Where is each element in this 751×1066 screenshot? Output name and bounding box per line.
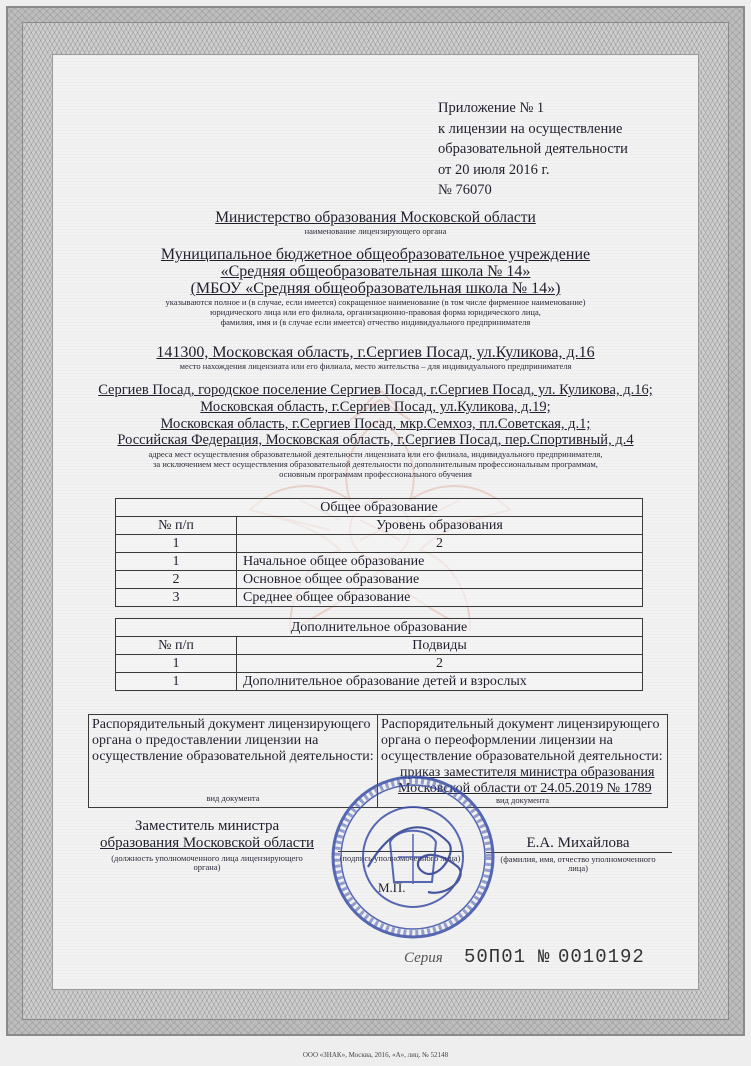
organization-full-name-quoted: «Средняя общеобразовательная школа № 14»	[220, 263, 531, 280]
activity-address-caption: основным программам профессионального обучения	[279, 469, 472, 479]
reissuance-order: приказ заместителя министра образования	[400, 765, 655, 780]
education-level: Среднее общее образование	[237, 589, 643, 607]
table-row	[116, 571, 643, 589]
licensee-location-caption: место нахождения лицензиата или его филиала, место жительства – для индивидуального предпринимателя	[179, 361, 572, 371]
issuance-decision-label: осуществление образовательной деятельности:	[92, 749, 374, 764]
table-column-index-row	[116, 655, 643, 673]
issuance-decision-label: органа о предоставлении лицензии на	[92, 733, 319, 748]
signatory-name: Е.А. Михайлова	[526, 835, 630, 851]
column-index: 1	[116, 655, 237, 673]
appendix-line: образовательной деятельности	[438, 141, 628, 157]
activity-address: Российская Федерация, Московская область, г.Сергиев Посад, пер.Спортивный, д.4	[117, 432, 634, 448]
row-number: 1	[116, 553, 237, 571]
reissuance-decision-label: Распорядительный документ лицензирующего	[381, 717, 660, 732]
reissuance-decision-label: осуществление образовательной деятельности:	[381, 749, 663, 764]
table-title-row	[116, 619, 643, 637]
signatory-name-line	[486, 852, 672, 853]
activity-address-caption: адреса мест осуществления образовательной деятельности лицензиата или его филиала, индивидуального предпринимателя,	[148, 449, 603, 459]
activity-address: Московская область, г.Сергиев Посад, мкр.Семхоз, пл.Советская, д.1;	[160, 416, 591, 432]
signatory-position: образования Московской области	[100, 835, 314, 851]
signatory-name-caption: (фамилия, имя, отчество уполномоченного	[500, 854, 656, 864]
column-index: 2	[237, 535, 643, 553]
organization-full-name: Муниципальное бюджетное общеобразовательное учреждение	[160, 246, 591, 263]
activity-address: Московская область, г.Сергиев Посад, ул.Куликова, д.19;	[200, 399, 551, 415]
reissuance-order-date: Московской области от 24.05.2019 № 1789	[398, 781, 652, 796]
column-header-number: № п/п	[116, 637, 237, 655]
number-sign: №	[538, 946, 550, 968]
appendix-title: Приложение № 1	[438, 100, 545, 116]
table-title: Общее образование	[116, 499, 643, 517]
row-number: 3	[116, 589, 237, 607]
series-code: 50П01	[464, 946, 527, 968]
column-index: 1	[116, 535, 237, 553]
table-header-row	[116, 517, 643, 535]
column-header-level: Уровень образования	[237, 517, 643, 535]
organization-short-name: (МБОУ «Средняя общеобразовательная школа № 14»)	[190, 280, 561, 297]
signatory-position: Заместитель министра	[134, 818, 280, 834]
table-title-row	[116, 499, 643, 517]
column-header-subtype: Подвиды	[237, 637, 643, 655]
licensing-authority-caption: наименование лицензирующего органа	[304, 226, 447, 236]
organization-caption: указываются полное и (в случае, если имеется) сокращенное наименование (в том числе фирменное наименование)	[165, 297, 586, 307]
seal-place-mark: М.П.	[378, 880, 406, 895]
appendix-header	[438, 98, 628, 201]
table-header-row	[116, 637, 643, 655]
education-level: Начальное общее образование	[237, 553, 643, 571]
activity-address: Сергиев Посад, городское поселение Сергиев Посад, г.Сергиев Посад, ул. Куликова, д.16;	[98, 382, 653, 398]
education-level: Основное общее образование	[237, 571, 643, 589]
row-number: 1	[116, 673, 237, 691]
signatory-position-caption: (должность уполномоченного лица лицензирующего	[111, 853, 303, 863]
license-number: № 76070	[438, 182, 492, 198]
organization-caption: фамилия, имя и (в случае если имеется) отчество индивидуального предпринимателя	[220, 317, 531, 327]
general-education-table	[115, 498, 643, 607]
column-index: 2	[237, 655, 643, 673]
table-column-index-row	[116, 535, 643, 553]
activity-address-caption: за исключением мест осуществления образовательной деятельности по дополнительным профессиональным программам,	[153, 459, 598, 469]
table-row	[116, 589, 643, 607]
row-number: 2	[116, 571, 237, 589]
appendix-line: к лицензии на осуществление	[438, 120, 623, 137]
document-type-caption: вид документа	[495, 795, 550, 805]
licensee-location: 141300, Московская область, г.Сергиев Посад, ул.Куликова, д.16	[156, 344, 595, 361]
organization-caption: юридического лица или его филиала, организационно-правовая форма юридического лица,	[210, 307, 541, 317]
printer-imprint: ООО «ЗНАК», Москва, 2016, «А», лиц. № 52148	[302, 1051, 449, 1059]
column-header-number: № п/п	[116, 517, 237, 535]
form-number: 0010192	[558, 946, 645, 968]
licensing-authority: Министерство образования Московской области	[215, 209, 536, 226]
reissuance-decision-label: органа о переоформлении лицензии на	[381, 733, 613, 748]
signatory-name-caption: лица)	[568, 863, 588, 873]
additional-education-table	[115, 618, 643, 691]
document-type-caption: вид документа	[206, 793, 260, 803]
appendix-date: от 20 июля 2016 г.	[438, 161, 550, 178]
official-round-stamp	[328, 772, 498, 942]
signature-caption: (подпись уполномоченного лица)	[339, 853, 461, 863]
series-label: Серия	[404, 950, 443, 966]
issuance-decision-label: Распорядительный документ лицензирующего	[92, 717, 371, 732]
signatory-position-caption: органа)	[193, 862, 221, 872]
table-title: Дополнительное образование	[116, 619, 643, 637]
table-row	[116, 553, 643, 571]
education-subtype: Дополнительное образование детей и взрослых	[237, 673, 643, 691]
table-row	[116, 673, 643, 691]
